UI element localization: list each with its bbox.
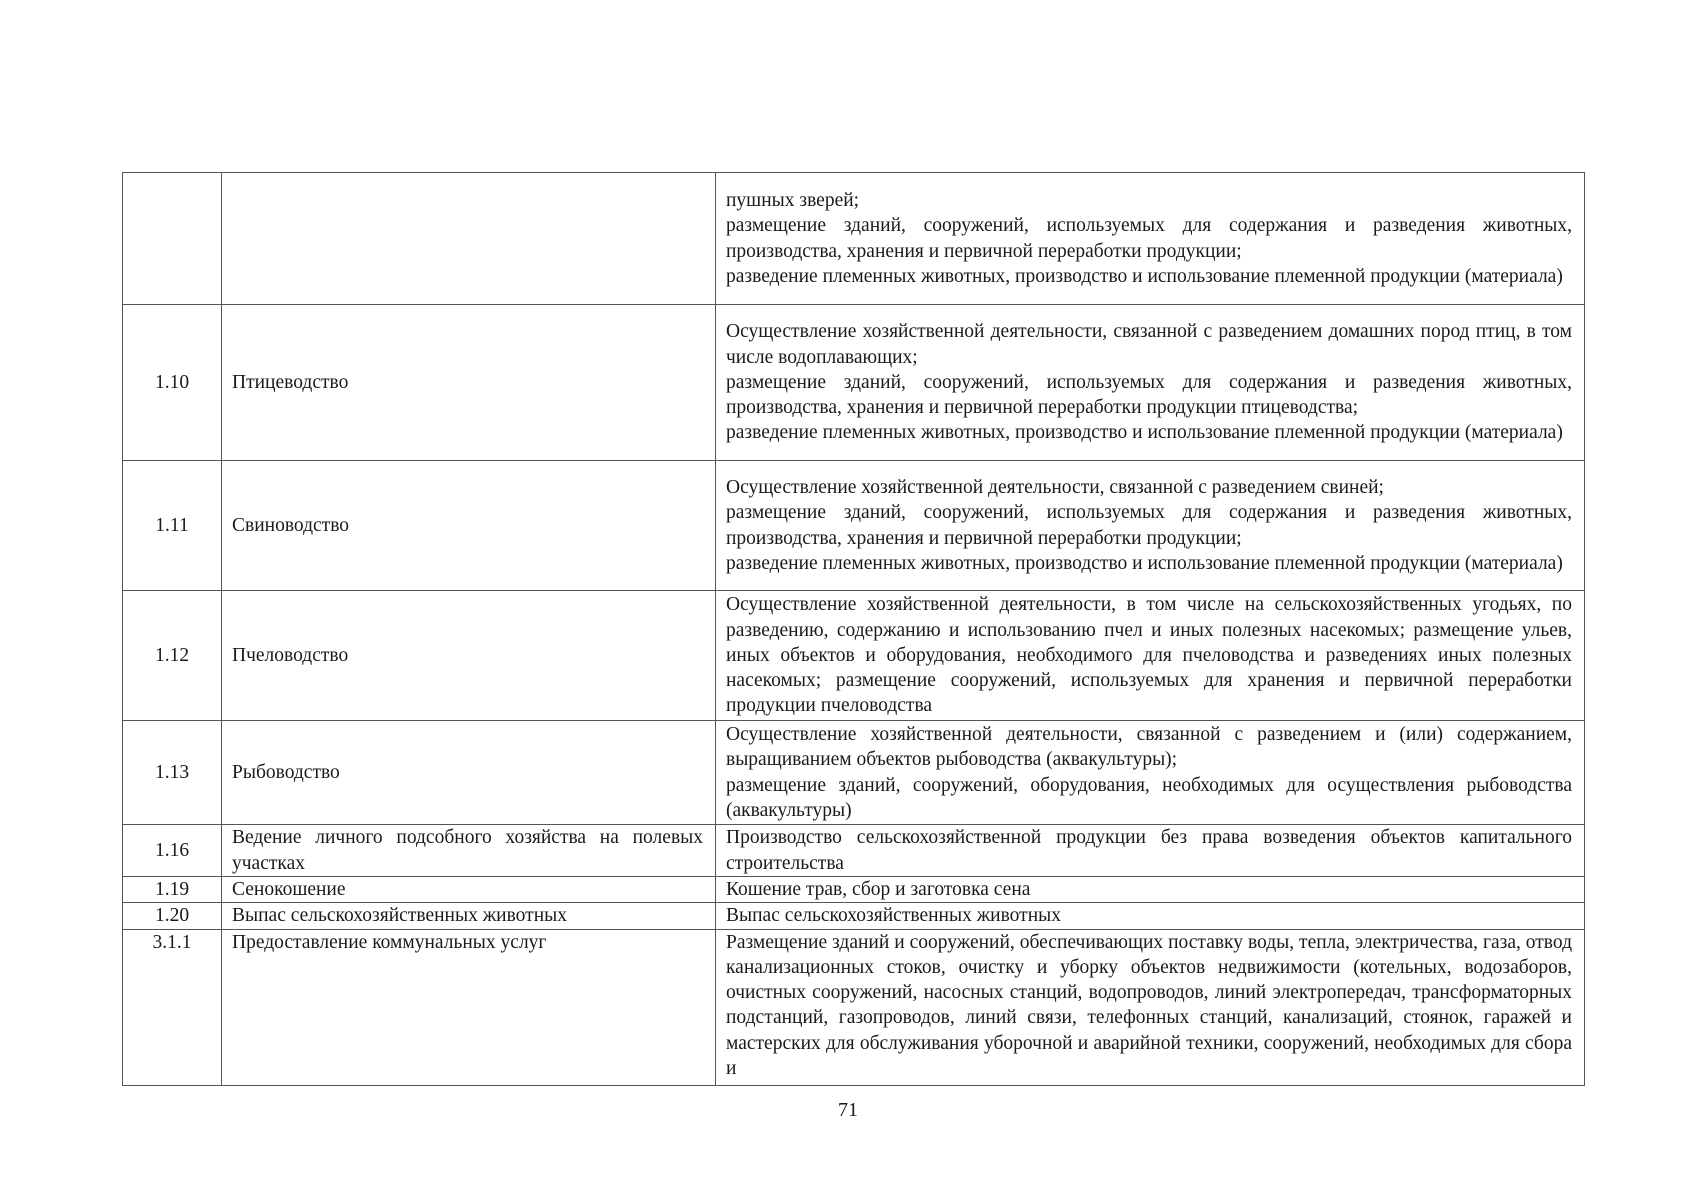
table-row (123, 877, 1585, 903)
description-line: разведение племенных животных, производство и использование племенной продукции (материала) (726, 552, 1563, 574)
row-description (716, 461, 1585, 591)
table-row (123, 461, 1585, 591)
row-name: Выпас сельскохозяйственных животных (222, 903, 716, 929)
table-row (123, 591, 1585, 721)
description-line: разведение племенных животных, производство и использование племенной продукции (материала) (726, 265, 1563, 287)
row-name: Предоставление коммунальных услуг (222, 929, 716, 1085)
row-name: Рыбоводство (222, 721, 716, 825)
row-name: Свиноводство (222, 461, 716, 591)
row-name: Пчеловодство (222, 591, 716, 721)
description-line: размещение зданий, сооружений, оборудования, необходимых для осуществления рыбоводства (аквакультуры) (726, 774, 1572, 821)
table-row (123, 929, 1585, 1085)
row-code: 1.16 (123, 825, 222, 877)
row-description (716, 173, 1585, 305)
land-use-table (122, 172, 1585, 1086)
row-code: 1.10 (123, 305, 222, 461)
row-code: 1.13 (123, 721, 222, 825)
description-line: Осуществление хозяйственной деятельности, связанной с разведением свиней; (726, 476, 1384, 498)
page-number: 71 (838, 1099, 858, 1121)
description-line: Осуществление хозяйственной деятельности, связанной с разведением и (или) содержанием, выращиванием объектов рыбоводства (аквакультуры); (726, 723, 1572, 771)
table-row (123, 903, 1585, 929)
row-description (716, 305, 1585, 461)
description-line: Производство сельскохозяйственной продукции без права возведения объектов капитального строительства (726, 827, 1572, 874)
description-line: размещение зданий, сооружений, используемых для содержания и разведения животных, производства, хранения и первичной переработки продукции; (726, 215, 1572, 262)
row-code: 1.19 (123, 877, 222, 903)
row-name: Птицеводство (222, 305, 716, 461)
row-code (123, 173, 222, 305)
row-description (716, 825, 1585, 877)
table-row (123, 721, 1585, 825)
description-line: размещение зданий, сооружений, используемых для содержания и разведения животных, производства, хранения и первичной переработки продукции; (726, 502, 1572, 549)
description-line: Кошение трав, сбор и заготовка сена (726, 879, 1031, 900)
row-code: 1.20 (123, 903, 222, 929)
row-name: Сенокошение (222, 877, 716, 903)
description-line: Размещение зданий и сооружений, обеспечивающих поставку воды, тепла, электричества, газа, отвод канализационных стоков, очистку и уборку объектов недвижимости (котельных, водозаборов, очистных сооружений, насосных станций, водопроводов, линий электропередач, трансформаторных подстанций, газопроводов, линий связи, телефонных станций, канализаций, стоянок, гаражей и мастерских для обслуживания уборочной и аварийной техники, сооружений, необходимых для сбора и (726, 931, 1572, 1080)
description-line: Осуществление хозяйственной деятельности, связанной с разведением домашних пород птиц, в том числе водоплавающих; (726, 321, 1572, 368)
row-description (716, 591, 1585, 721)
description-line: размещение зданий, сооружений, используемых для содержания и разведения животных, производства, хранения и первичной переработки продукции птицеводства; (726, 371, 1572, 419)
row-code: 3.1.1 (123, 929, 222, 1085)
table-row (123, 305, 1585, 461)
row-description (716, 721, 1585, 825)
description-line: Выпас сельскохозяйственных животных (726, 905, 1061, 927)
row-description (716, 903, 1585, 929)
description-line: Осуществление хозяйственной деятельности, в том числе на сельскохозяйственных угодьях, по разведению, содержанию и использованию пчел и иных полезных насекомых; размещение ульев, иных объектов и оборудования, необходимого для пчеловодства и разведениях иных полезных насекомых; размещение сооружений, используемых для хранения и первичной переработки продукции пчеловодства (726, 594, 1572, 717)
row-name: Ведение личного подсобного хозяйства на полевых участках (222, 825, 716, 877)
table-row (123, 173, 1585, 305)
row-name (222, 173, 716, 305)
row-description (716, 877, 1585, 903)
description-line: разведение племенных животных, производство и использование племенной продукции (материала) (726, 422, 1563, 444)
table-row (123, 825, 1585, 877)
description-line: пушных зверей; (726, 189, 860, 211)
row-code: 1.11 (123, 461, 222, 591)
row-code: 1.12 (123, 591, 222, 721)
row-description (716, 929, 1585, 1085)
